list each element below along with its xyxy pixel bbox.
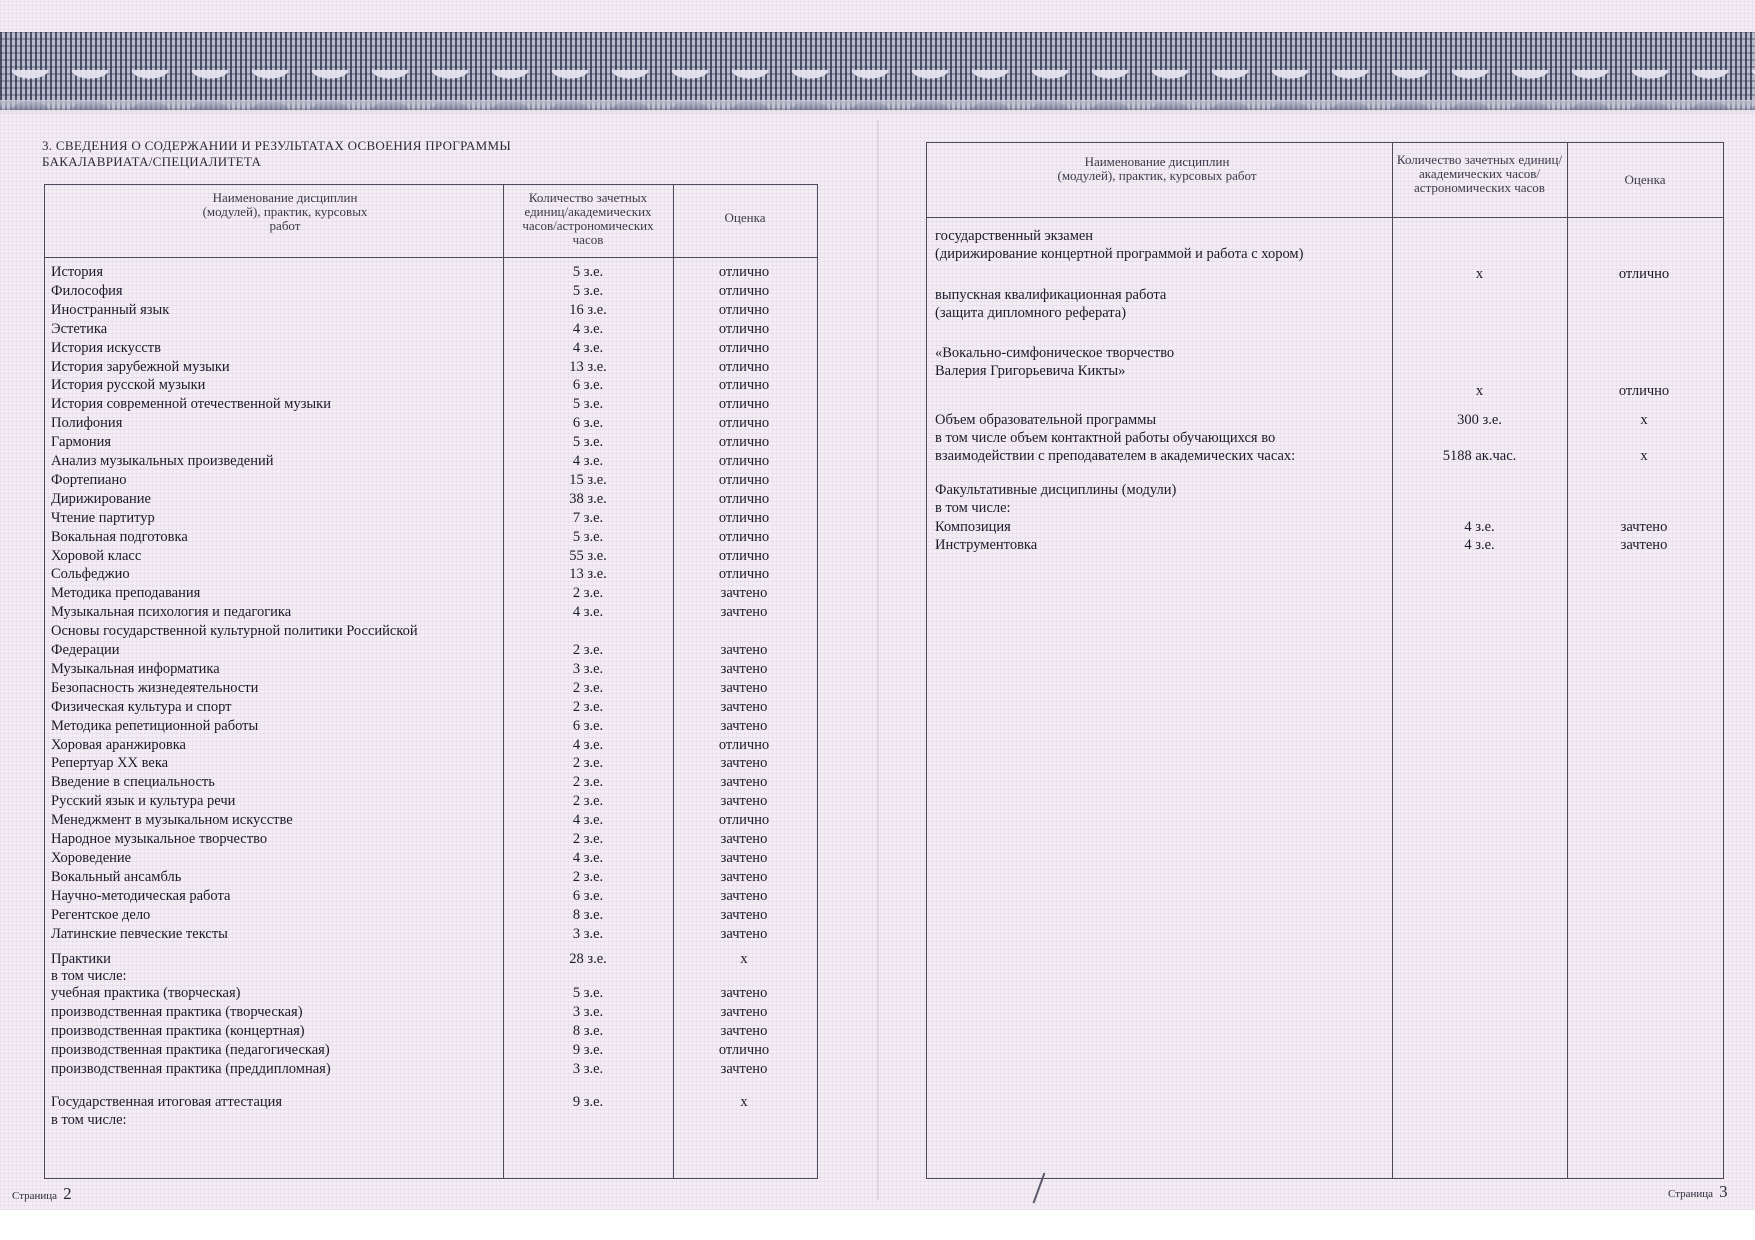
- grade-cell: отлично: [718, 490, 770, 507]
- discipline-name: Научно-методическая работа: [51, 887, 231, 904]
- grade-cell: отлично: [718, 528, 770, 545]
- discipline-name: Факультативные дисциплины (модули): [935, 482, 1177, 498]
- discipline-name: Хоровая аранжировка: [51, 736, 186, 753]
- grade-cell: отлично: [718, 1042, 770, 1058]
- grade-cell: отлично: [718, 509, 770, 526]
- grade-cell: отлично: [718, 320, 770, 337]
- page-number-right: [1668, 1182, 1728, 1202]
- grade-cell: зачтено: [720, 679, 768, 696]
- discipline-name: Иностранный язык: [51, 301, 170, 318]
- credits-cell: 16 з.е.: [569, 301, 607, 318]
- column-header-name: Наименование дисциплин (модулей), практик, курсовых работ: [202, 190, 368, 233]
- grade-cell: отлично: [718, 377, 770, 394]
- credits-cell: 4 з.е.: [1464, 537, 1495, 553]
- discipline-name: История: [51, 264, 103, 280]
- discipline-name: История искусств: [51, 339, 161, 356]
- page-number: 3: [1719, 1182, 1728, 1201]
- discipline-name: Русский язык и культура речи: [51, 793, 236, 810]
- discipline-name: Валерия Григорьевича Кикты»: [935, 363, 1126, 379]
- credits-cell: 13 з.е.: [569, 358, 607, 375]
- column-header-name: Наименование дисциплин (модулей), практик, курсовых работ: [1057, 154, 1257, 183]
- credits-cell: 300 з.е.: [1457, 412, 1502, 428]
- discipline-name: Музыкальная психология и педагогика: [51, 604, 292, 621]
- grade-cell: зачтено: [720, 585, 768, 602]
- credits-cell: 7 з.е.: [572, 509, 604, 526]
- discipline-name: в том числе:: [51, 1112, 127, 1128]
- grade-cell: зачтено: [720, 660, 768, 677]
- grade-cell: зачтено: [720, 831, 768, 847]
- credits-cell: 8 з.е.: [572, 906, 604, 923]
- grade-cell: отлично: [718, 282, 770, 299]
- credits-cell: 15 з.е.: [569, 471, 607, 488]
- discipline-name: (защита дипломного реферата): [935, 305, 1127, 321]
- discipline-name: производственная практика (творческая): [51, 1004, 303, 1020]
- discipline-name: Репертуар XX века: [51, 755, 169, 772]
- page-number-left: [12, 1184, 72, 1204]
- discipline-name: в том числе:: [51, 968, 127, 984]
- discipline-name: Государственная итоговая аттестация: [51, 1094, 283, 1110]
- grade-cell: х: [740, 1094, 748, 1110]
- discipline-name: История русской музыки: [51, 377, 206, 394]
- discipline-name: учебная практика (творческая): [51, 985, 241, 1001]
- discipline-name: (дирижирование концертной программой и работа с хором): [935, 246, 1304, 262]
- discipline-name: Дирижирование: [51, 490, 151, 507]
- credits-cell: 13 з.е.: [569, 566, 607, 583]
- grade-cell: зачтено: [720, 906, 768, 923]
- column-divider: [1567, 143, 1568, 1178]
- discipline-name: взаимодействии с преподавателем в академических часах:: [935, 448, 1296, 464]
- credits-cell: х: [1475, 383, 1484, 399]
- credits-cell: 5 з.е.: [572, 264, 604, 280]
- discipline-name: Народное музыкальное творчество: [51, 831, 268, 847]
- discipline-name: Гармония: [51, 434, 112, 451]
- border-fade: [0, 100, 1755, 116]
- column-header-credits: Количество зачетных единиц/академических часов/астрономических часов: [522, 190, 654, 247]
- grade-cell: зачтено: [720, 755, 768, 772]
- discipline-name: Философия: [51, 282, 123, 299]
- credits-cell: 4 з.е.: [572, 736, 604, 753]
- discipline-name: Физическая культура и спорт: [51, 698, 232, 715]
- discipline-name: Регентское дело: [51, 906, 151, 923]
- discipline-name: Федерации: [51, 642, 120, 658]
- grade-cell: х: [1640, 448, 1648, 464]
- discipline-name: Музыкальная информатика: [51, 660, 220, 677]
- credits-cell: 3 з.е.: [572, 1004, 604, 1020]
- grade-cell: х: [740, 951, 748, 967]
- column-divider: [1392, 143, 1393, 1178]
- grade-cell: отлично: [718, 566, 770, 583]
- discipline-name: Вокальный ансамбль: [51, 868, 182, 885]
- credits-cell: 3 з.е.: [572, 1061, 604, 1077]
- discipline-name: Хоровой класс: [51, 547, 142, 564]
- credits-cell: 6 з.е.: [572, 377, 604, 394]
- credits-cell: 2 з.е.: [572, 679, 604, 696]
- credits-cell: 4 з.е.: [1464, 519, 1495, 535]
- grade-cell: отлично: [718, 264, 770, 280]
- section-title: 3. СВЕДЕНИЯ О СОДЕРЖАНИИ И РЕЗУЛЬТАТАХ ОСВОЕНИЯ ПРОГРАММЫ БАКАЛАВРИАТА/СПЕЦИАЛИТЕТА: [42, 138, 512, 169]
- discipline-name: Эстетика: [51, 320, 108, 337]
- grade-cell: х: [1640, 412, 1648, 428]
- discipline-name: выпускная квалификационная работа: [935, 287, 1167, 303]
- discipline-name: Фортепиано: [51, 471, 127, 488]
- credits-cell: 6 з.е.: [572, 415, 604, 432]
- credits-cell: 4 з.е.: [572, 320, 604, 337]
- grade-cell: зачтено: [720, 985, 768, 1001]
- credits-cell: 8 з.е.: [572, 1023, 604, 1039]
- grade-cell: зачтено: [720, 1061, 768, 1077]
- grade-cell: отлично: [718, 358, 770, 375]
- left-grades-table: [44, 184, 818, 1179]
- discipline-name: Основы государственной культурной политики Российской: [51, 623, 418, 640]
- discipline-name: Введение в специальность: [51, 774, 215, 791]
- page-label: Страница: [1668, 1188, 1714, 1200]
- grade-cell: зачтено: [720, 604, 768, 621]
- grade-cell: зачтено: [1620, 519, 1668, 535]
- discipline-name: Сольфеджио: [51, 566, 130, 583]
- credits-cell: 2 з.е.: [572, 698, 604, 715]
- discipline-name: Менеджмент в музыкальном искусстве: [51, 812, 293, 829]
- column-header-grade: Оценка: [724, 210, 766, 225]
- discipline-name: в том числе:: [935, 500, 1011, 516]
- credits-cell: 4 з.е.: [572, 812, 604, 829]
- column-header-credits: Количество зачетных единиц/академических часов/астрономических часов: [1396, 152, 1563, 195]
- credits-cell: 5 з.е.: [572, 985, 604, 1001]
- credits-cell: 3 з.е.: [572, 660, 604, 677]
- discipline-name: Инструментовка: [935, 537, 1038, 553]
- grade-cell: отлично: [718, 736, 770, 753]
- discipline-name: Вокальная подготовка: [51, 528, 188, 545]
- discipline-name: История современной отечественной музыки: [51, 396, 331, 413]
- grade-cell: зачтено: [720, 717, 768, 734]
- credits-cell: х: [1475, 266, 1484, 282]
- credits-cell: 2 з.е.: [572, 585, 604, 602]
- grade-cell: зачтено: [720, 925, 768, 942]
- grade-cell: зачтено: [720, 887, 768, 904]
- discipline-name: государственный экзамен: [935, 228, 1094, 244]
- header-divider: [927, 217, 1723, 218]
- grade-cell: отлично: [718, 547, 770, 564]
- grade-cell: зачтено: [1620, 537, 1668, 553]
- credits-cell: 6 з.е.: [572, 717, 604, 734]
- discipline-name: Анализ музыкальных произведений: [51, 453, 274, 469]
- grade-cell: зачтено: [720, 849, 768, 866]
- discipline-name: Композиция: [935, 519, 1011, 535]
- discipline-name: «Вокально-симфоническое творчество: [935, 345, 1175, 361]
- page-label: Страница: [12, 1190, 58, 1202]
- grade-cell: отлично: [718, 339, 770, 356]
- grade-cell: отлично: [718, 415, 770, 432]
- credits-cell: 5 з.е.: [572, 396, 604, 413]
- grade-cell: отлично: [718, 453, 770, 469]
- discipline-name: производственная практика (педагогическая): [51, 1042, 330, 1058]
- credits-cell: 4 з.е.: [572, 339, 604, 356]
- credits-cell: 4 з.е.: [572, 453, 604, 469]
- discipline-name: производственная практика (концертная): [51, 1023, 305, 1039]
- right-grades-table: [926, 142, 1724, 1179]
- grade-cell: отлично: [718, 396, 770, 413]
- discipline-name: Методика репетиционной работы: [51, 717, 259, 734]
- discipline-name: Практики: [51, 951, 111, 967]
- grade-cell: зачтено: [720, 698, 768, 715]
- discipline-name: Объем образовательной программы: [935, 412, 1157, 428]
- grade-cell: отлично: [718, 812, 770, 829]
- discipline-name: Методика преподавания: [51, 585, 201, 602]
- credits-cell: 6 з.е.: [572, 887, 604, 904]
- credits-cell: 2 з.е.: [572, 755, 604, 772]
- discipline-name: в том числе объем контактной работы обучающихся во: [935, 430, 1276, 446]
- credits-cell: 2 з.е.: [572, 642, 604, 658]
- discipline-name: Полифония: [51, 415, 123, 432]
- grade-cell: зачтено: [720, 1023, 768, 1039]
- discipline-name: Латинские певческие тексты: [51, 925, 228, 942]
- credits-cell: 4 з.е.: [572, 604, 604, 621]
- credits-cell: 38 з.е.: [569, 490, 607, 507]
- grade-cell: зачтено: [720, 868, 768, 885]
- credits-cell: 2 з.е.: [572, 774, 604, 791]
- grade-cell: зачтено: [720, 793, 768, 810]
- grade-cell: отлично: [1618, 383, 1670, 399]
- grade-cell: отлично: [718, 434, 770, 451]
- grade-cell: отлично: [1618, 266, 1670, 282]
- credits-cell: 2 з.е.: [572, 868, 604, 885]
- credits-cell: 5 з.е.: [572, 282, 604, 299]
- page-fold: [877, 120, 879, 1200]
- page-number: 2: [63, 1184, 72, 1203]
- discipline-name: Чтение партитур: [51, 509, 155, 526]
- credits-cell: 9 з.е.: [572, 1042, 604, 1058]
- grade-cell: отлично: [718, 471, 770, 488]
- header-divider: [45, 257, 817, 258]
- discipline-name: производственная практика (преддипломная): [51, 1061, 331, 1077]
- credits-cell: 4 з.е.: [572, 849, 604, 866]
- credits-cell: 28 з.е.: [569, 951, 607, 967]
- grade-cell: отлично: [718, 301, 770, 318]
- grade-cell: зачтено: [720, 1004, 768, 1020]
- credits-cell: 5188 ак.час.: [1442, 448, 1517, 464]
- credits-cell: 3 з.е.: [572, 925, 604, 942]
- credits-cell: 5 з.е.: [572, 528, 604, 545]
- credits-cell: 2 з.е.: [572, 831, 604, 847]
- grade-cell: зачтено: [720, 774, 768, 791]
- credits-cell: 2 з.е.: [572, 793, 604, 810]
- credits-cell: 55 з.е.: [569, 547, 607, 564]
- grade-cell: зачтено: [720, 642, 768, 658]
- discipline-name: История зарубежной музыки: [51, 358, 230, 375]
- credits-cell: 9 з.е.: [572, 1094, 604, 1110]
- discipline-name: Безопасность жизнедеятельности: [51, 679, 259, 696]
- column-header-grade: Оценка: [1624, 172, 1666, 187]
- credits-cell: 5 з.е.: [572, 434, 604, 451]
- discipline-name: Хороведение: [51, 849, 132, 866]
